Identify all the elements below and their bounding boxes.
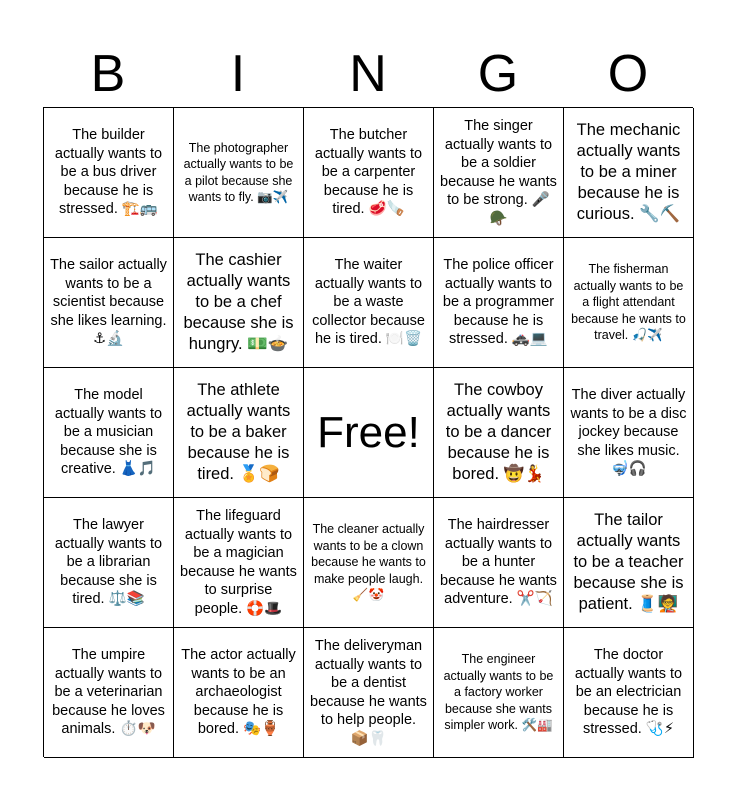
bingo-cell — [174, 628, 304, 758]
cell-text: The diver actually wants to be a disc jockey because she likes music. 🤿🎧 — [570, 387, 687, 478]
bingo-cell — [44, 108, 174, 238]
cell-text: The hairdresser actually wants to be a hunter because he wants adventure. ✂️🏹 — [440, 517, 557, 608]
cell-text: The sailor actually wants to be a scientist because she likes learning. ⚓🔬 — [50, 257, 167, 348]
bingo-cell — [434, 108, 564, 238]
header-letter-i: I — [230, 45, 246, 103]
bingo-cell — [304, 238, 434, 368]
cell-text: The police officer actually wants to be a programmer because he is stressed. 🚓💻 — [442, 257, 555, 348]
bingo-cell — [304, 628, 434, 758]
free-space — [304, 368, 434, 498]
cell-text: The cashier actually wants to be a chef because she is hungry. 💵🍲 — [183, 251, 294, 353]
bingo-cell — [44, 498, 174, 628]
cell-text: The engineer actually wants to be a factory worker because she wants simpler work. 🛠️🏭 — [443, 652, 554, 733]
bingo-cell — [434, 498, 564, 628]
cell-text: The butcher actually wants to be a carpenter because he is tired. 🥩🪚 — [314, 127, 423, 218]
bingo-cell — [564, 108, 694, 238]
bingo-cell — [44, 628, 174, 758]
cell-text: The model actually wants to be a musician because she is creative. 👗🎵 — [54, 387, 163, 478]
header-letter-g: G — [477, 45, 519, 103]
bingo-cell — [44, 368, 174, 498]
cell-text: The cleaner actually wants to be a clown because he wants to make people laugh. 🧹🤡 — [311, 522, 426, 603]
header-letter-n: N — [349, 45, 387, 103]
bingo-board — [43, 107, 693, 757]
cell-text: The athlete actually wants to be a baker because he is tired. 🏅🍞 — [186, 381, 291, 483]
bingo-cell — [174, 238, 304, 368]
cell-text: The umpire actually wants to be a veterinarian because he loves animals. ⏱️🐶 — [52, 647, 165, 738]
bingo-cell — [434, 238, 564, 368]
bingo-cell — [44, 238, 174, 368]
bingo-cell — [304, 108, 434, 238]
cell-text: The actor actually wants to be an archaeologist because he is bored. 🎭🏺 — [181, 647, 296, 738]
bingo-cell — [174, 498, 304, 628]
header-letter-o: O — [607, 45, 649, 103]
cell-text: The photographer actually wants to be a pilot because she wants to fly. 📷✈️ — [183, 140, 294, 204]
header-letter-b: B — [90, 45, 126, 103]
cell-text: The fisherman actually wants to be a flight attendant because he wants to travel. 🎣✈️ — [571, 262, 686, 343]
bingo-cell — [564, 238, 694, 368]
bingo-cell — [564, 498, 694, 628]
cell-text: The deliveryman actually wants to be a dentist because he wants to help people. 📦🦷 — [310, 638, 427, 747]
bingo-cell — [564, 628, 694, 758]
cell-text: The waiter actually wants to be a waste collector because he is tired. 🍽️🗑️ — [312, 257, 425, 348]
cell-text: The mechanic actually wants to be a miner because he is curious. 🔧⛏️ — [576, 121, 681, 223]
cell-text: The cowboy actually wants to be a dancer because he is bored. 🤠💃 — [445, 381, 552, 483]
bingo-header — [43, 40, 693, 108]
cell-text: The lifeguard actually wants to be a magician because he wants to surprise people. 🛟🎩 — [180, 508, 297, 617]
free-space-text: Free! — [317, 407, 420, 457]
bingo-cell — [564, 368, 694, 498]
bingo-cell — [174, 368, 304, 498]
cell-text: The singer actually wants to be a soldier because he wants to be strong. 🎤🪖 — [440, 118, 557, 227]
bingo-cell — [434, 368, 564, 498]
cell-text: The builder actually wants to be a bus driver because he is stressed. 🏗️🚌 — [54, 127, 163, 218]
bingo-cell — [434, 628, 564, 758]
bingo-cell — [174, 108, 304, 238]
cell-text: The tailor actually wants to be a teacher because she is patient. 🧵🧑‍🏫 — [573, 511, 684, 613]
bingo-cell — [304, 498, 434, 628]
cell-text: The lawyer actually wants to be a librarian because she is tired. ⚖️📚 — [54, 517, 163, 608]
cell-text: The doctor actually wants to be an electrician because he is stressed. 🩺⚡ — [574, 647, 683, 738]
